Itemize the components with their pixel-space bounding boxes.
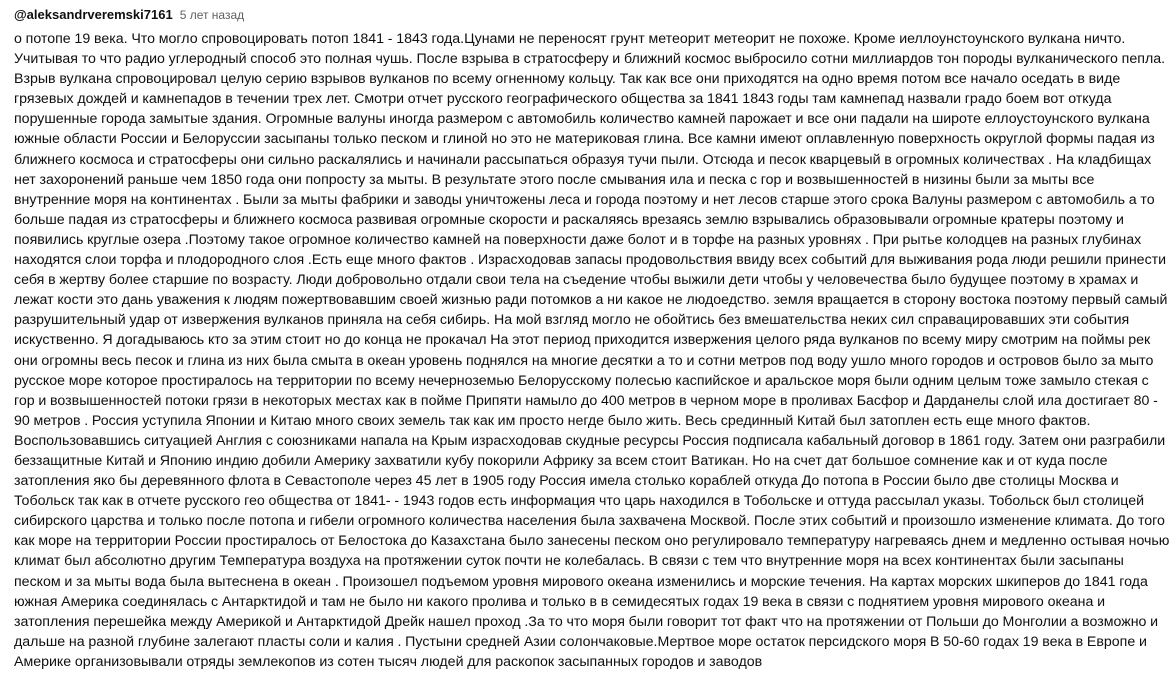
comment-header [14, 7, 1172, 29]
comment-author[interactable]: @aleksandrveremski7161 [14, 7, 173, 22]
comment-text: о потопе 19 века. Что могло спровоцировать потоп 1841 - 1843 года.Цунами не переносят грунт метеорит метеорит не похоже. Кроме иеллоунстоунского вулкана ничто. Учитывая то что радио углеродный способ это полная чушь. После взрыва в стратосферу и ближний космос выбросило сотни миллиардов тон породы вулканического пепла. Взрыв вулкана спровоцировал целую серию взрывов вулканов по всему огненному кольцу. Так как все они приходятся на одно время потом все начало оседать в виде грязевых дождей и камнепадов в течении трех лет. Смотри отчет русского географического общества за 1841 1843 годы там камнепад назвали градо боем вот откуда порушенные города замытые здания. Огромные валуны иногда размером с автомобиль количество камней парожает и все они падали на широте еллоустоунского вулкана южные области России и Белоруссии засыпаны только песком и глиной но это не материковая глина. Все камни имеют оплавленную поверхность округлой формы падая из ближнего космоса и стратосферы они сильно раскалялись и начинали рассыпаться образуя тучи пыли. Отсюда и песок кварцевый в огромных количествах . На кладбищах нет захоронений раньше чем 1850 года они попросту за мыты. В результате этого после смывания ила и песка с гор и возвышенностей в низины были за мыты все внутренние моря на континентах . Были за мыты фабрики и заводы уничтожены леса и города поэтому и нет лесов старше этого срока Валуны размером с автомобиль а то больше падая из стратосферы и ближнего космоса развивая огромные скорости и раскаляясь врезаясь землю взрывались образовывали огромные кратеры поэтому и появились круглые озера .Поэтому такое огромное количество камней на поверхности даже болот и в торфе на разных уровнях . При рытье колодцев на разных глубинах находятся слои торфа и плодородного слоя .Есть еще много фактов . Израсходовав запасы продовольствия ввиду всех событий для выживания рода люди решили принести себя в жертву более старшие по возрасту. Люди добровольно отдали свои тела на съедение чтобы выжили дети чтобы у человечества было будущее поэтому в храмах и лежат кости это дань уважения к людям пожертвовавшим своей жизнью ради потомков а ни какое не людоедство. земля вращается в сторону востока поэтому первый самый разрушительный удар от извержения вулканов приняла на себя сибирь. На мой взгляд могло не обойтись без вмешательства неких сил справацировавших эти события искуственно. Я догадываюсь кто за этим стоит но до конца не прокачал На этот период приходится извержения целого ряда вулканов по всему миру смотрим на поймы рек они огромны весь песок и глина из них была смыта в океан уровень поднялся на многие десятки а то и сотни метров под воду ушло много городов и островов было за мыто русское море которое простиралось на территории по всему нечерноземью Белорусскому полесью каспийское и аральское моря были одним целым тоже замыло стекая с гор и возвышенностей потоки грязи в некоторых местах как в пойме Припяти намыло до 400 метров в черном море в проливах Басфор и Дарданелы слой ила достигает 80 - 90 метров . Россия уступила Японии и Китаю много своих земель так как им просто негде было жить. Весь срединный Китай был затоплен есть еще много фактов. Воспользовавшись ситуацией Англия с союзниками напала на Крым израсходовав скудные ресурсы Россия подписала кабальный договор в 1861 году. Затем они разграбили беззащитные Китай и Японию индию добили Америку захватили кубу покорили Африку за всем стоит Ватикан. Но на счет дат большое сомнение как и от куда после затопления яко бы деревянного флота в Севастополе через 45 лет в 1905 году Россия имела столько кораблей откуда До потопа в России было две столицы Москва и Тобольск так как в отчете русского гео общества от 1841- - 1943 годов есть информация что царь находился в Тобольске и оттуда рассылал указы. Тобольск был столицей сибирского царства и только после потопа и гибели огромного количества населения была захвачена Москвой. После этих событий и произошло изменение климата. До того как море на территории России простиралось от Белостока до Казахстана было занесены песком оно регулировало температуру нагреваясь днем и медленно остывая ночью климат был абсолютно другим Температура воздуха на протяжении суток почти не колебалась. В связи с тем что внутренние моря на всех континентах были засыпаны песком и за мыты вода была вытеснена в океан . Произошел подъемом уровня мирового океана изменились и морские течения. На картах морских шкиперов до 1841 года южная Америка соединялась с Антарктидой и там не было ни какого пролива и только в в семидесятых годах 19 века в связи с поднятием уровня мирового океана и затопления перешейка между Америкой и Антарктидой Дрейк нашел проход .За то что моря были говорит тот факт что на протяжении от Польши до Монголии а возможно и дальше на разной глубине залегают пласты соли и калия . Пустыни средней Азии солончаковые.Мертвое море остаток персидского моря В 50-60 годах 19 века в Европе и Америке организовывали отряды землекопов из сотен тысяч людей для раскопок засыпанных городов и заводов [14, 31, 1170, 670]
comment [14, 7, 1172, 672]
comment-timestamp[interactable]: 5 лет назад [179, 8, 245, 22]
